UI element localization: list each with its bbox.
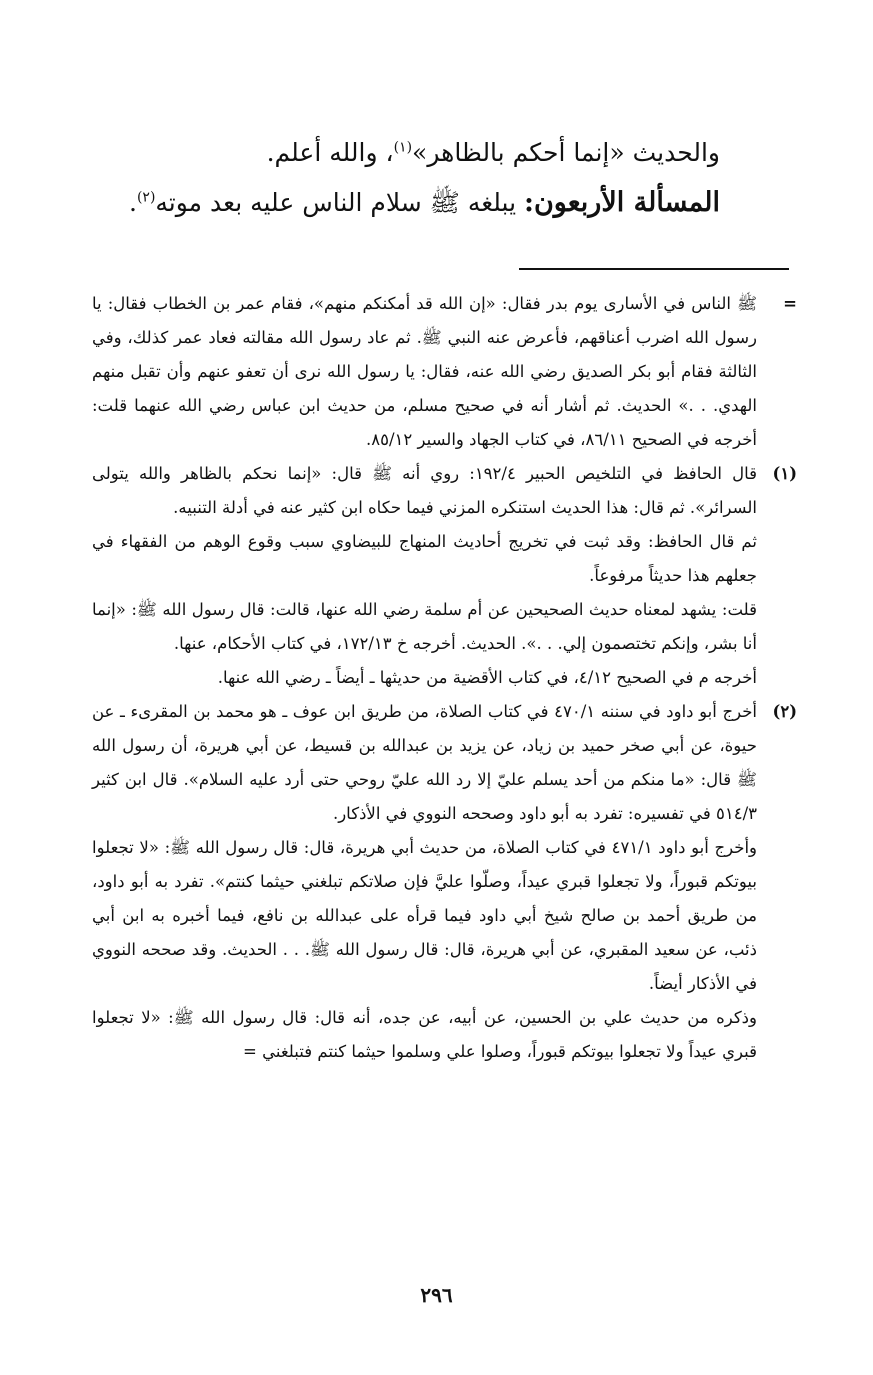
footnote-1 — [92, 457, 797, 695]
footnote-paragraph: وأخرج أبو داود ٤٧١/١ في كتاب الصلاة، من حديث أبي هريرة، قال: قال رسول الله ﷺ: «لا تجعلوا بيوتكم قبوراً، ولا تجعلوا قبري عيداً، وصلّوا عليَّ فإن صلاتكم تبلغني حيثما كنتم». تفرد به أبو داود، من طريق أحمد بن صالح شيخ أبي داود فيما قرأه على عبدالله بن نافع، فيما أخبره به ابن أبي ذئب، عن سعيد المقبري، عن أبي هريرة، قال: قال رسول الله ﷺ. . . الحديث. وقد صححه النووي في الأذكار أيضاً. — [92, 838, 757, 993]
footnote-continued — [92, 287, 797, 457]
main-line-2-text: يبلغه ﷺ سلام الناس عليه بعد موته — [155, 188, 525, 217]
footnote-marker: (٢) — [772, 702, 797, 721]
footnote-paragraph: قلت: يشهد لمعناه حديث الصحيحين عن أم سلمة رضي الله عنها، قالت: قال رسول الله ﷺ: «إنما أنا بشر، وإنكم تختصمون إلي. . .». الحديث. أخرجه خ ١٧٢/١٣، في كتاب الأحكام، عنها. — [92, 600, 757, 653]
footnote-marker: (١) — [772, 464, 797, 483]
main-line-1-text: والحديث «إنما أحكم بالظاهر» — [412, 138, 720, 167]
footnote-ref-2: (٢) — [136, 189, 156, 206]
footnotes — [92, 287, 797, 1069]
footnote-paragraph: أخرج أبو داود في سننه ٤٧٠/١ في كتاب الصلاة، من طريق ابن عوف ـ هو محمد بن المقرىء ـ عن حيوة، عن أبي صخر حميد بن زياد، عن يزيد بن عبدالله بن قسيط، عن أبي هريرة، أن رسول الله ﷺ قال: «ما منكم من أحد يسلم عليّ إلا رد الله عليّ روحي حتى أرد عليه السلام». قال ابن كثير ٥١٤/٣ في تفسيره: تفرد به أبو داود وصححه النووي في الأذكار. — [92, 702, 757, 823]
footnote-paragraph: وذكره من حديث علي بن الحسين، عن أبيه، عن جده، أنه قال: قال رسول الله ﷺ: «لا تجعلوا قبري عيداً ولا تجعلوا بيوتكم قبوراً، وصلوا علي وسلموا حيثما كنتم فتبلغني = — [92, 1008, 757, 1061]
footnote-divider — [519, 268, 789, 270]
footnote-paragraph: ﷺ الناس في الأسارى يوم بدر فقال: «إن الله قد أمكنكم منهم»، فقام عمر بن الخطاب فقال: يا رسول الله اضرب أعناقهم، فأعرض عنه النبي ﷺ. ثم عاد رسول الله مقالته فعاد عمر كذلك، وفي الثالثة فقام أبو بكر الصديق رضي الله عنه، فقال: يا رسول الله نرى أن تعفو عنهم وأن تقبل منهم الهدي. . .» الحديث. ثم أشار أنه في صحيح مسلم، من حديث ابن عباس رضي الله عنهما قلت: أخرجه في الصحيح ٨٦/١١، في كتاب الجهاد والسير ٨٥/١٢. — [92, 294, 757, 449]
main-line-2 — [90, 178, 720, 228]
page-number: ٢٩٦ — [420, 1283, 453, 1307]
main-line-2-tail: . — [128, 188, 137, 217]
main-line-1 — [90, 128, 720, 178]
footnote-2 — [92, 695, 797, 1069]
issue-heading: المسألة الأربعون: — [524, 187, 720, 218]
continuation-marker: = — [783, 294, 797, 313]
footnote-paragraph: ثم قال الحافظ: وقد ثبت في تخريج أحاديث المنهاج للبيضاوي سبب وقوع الوهم من الفقهاء في جعلهم هذا حديثاً مرفوعاً. — [92, 532, 757, 585]
main-line-1-tail: ، والله أعلم. — [266, 138, 394, 167]
footnote-paragraph: قال الحافظ في التلخيص الحبير ١٩٢/٤: روي أنه ﷺ قال: «إنما نحكم بالظاهر والله يتولى السرائر». ثم قال: هذا الحديث استنكره المزني فيما حكاه ابن كثير عنه في أدلة التنبيه. — [92, 464, 757, 517]
footnote-paragraph: أخرجه م في الصحيح ٤/١٢، في كتاب الأقضية من حديثها ـ أيضاً ـ رضي الله عنها. — [217, 668, 757, 687]
footnote-ref-1: (١) — [393, 139, 413, 156]
main-text — [90, 128, 720, 228]
